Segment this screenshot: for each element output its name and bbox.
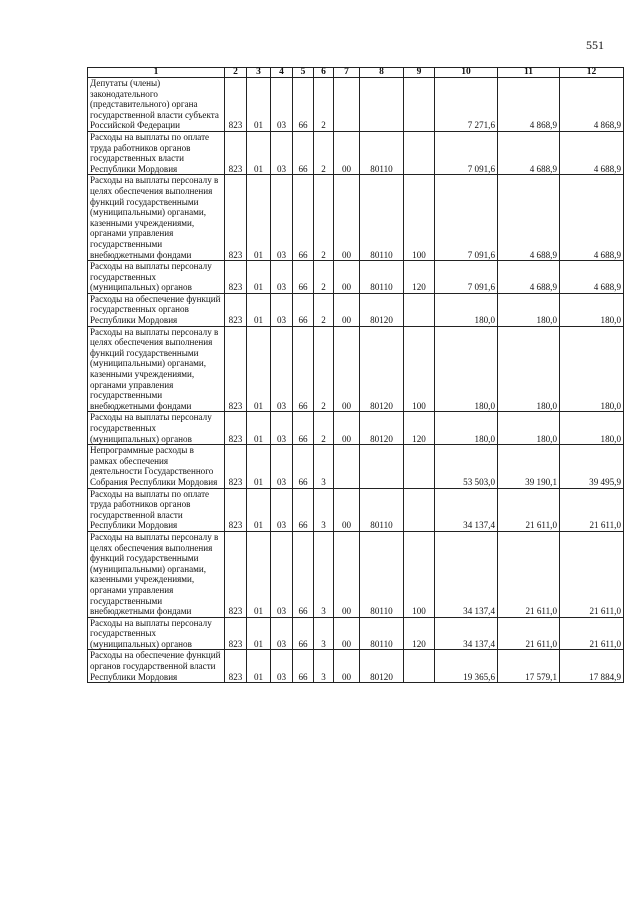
amount-year-1: 180,0 xyxy=(435,412,498,445)
amount-year-1: 34 137,4 xyxy=(435,617,498,650)
subprogram-code: 3 xyxy=(314,531,334,617)
program-code: 66 xyxy=(293,617,314,650)
table-row xyxy=(88,531,624,617)
amount-year-3: 4 688,9 xyxy=(560,175,624,261)
amount-year-1: 7 091,6 xyxy=(435,175,498,261)
admin-code: 823 xyxy=(225,261,247,294)
expense-code: 80120 xyxy=(360,650,404,683)
row-name: Расходы на выплаты персоналу в целях обеспечения выполнения функций государственными (муниципальными) органами, казенными учреждениями, органами управления государственными внебюджетными фондами xyxy=(88,175,225,261)
amount-year-1: 7 091,6 xyxy=(435,131,498,174)
row-name: Расходы на выплаты персоналу в целях обеспечения выполнения функций государственными (муниципальными) органами, казенными учреждениями, органами управления государственными внебюджетными фондами xyxy=(88,531,225,617)
section-code: 01 xyxy=(247,131,271,174)
amount-year-2: 21 611,0 xyxy=(498,531,560,617)
subprogram-code: 2 xyxy=(314,412,334,445)
section-code: 01 xyxy=(247,78,271,132)
amount-year-1: 34 137,4 xyxy=(435,531,498,617)
expense-type-code: 120 xyxy=(404,412,435,445)
amount-year-3: 4 688,9 xyxy=(560,131,624,174)
section-code: 01 xyxy=(247,293,271,326)
expense-code: 80110 xyxy=(360,131,404,174)
table-row xyxy=(88,261,624,294)
column-header: 5 xyxy=(293,68,314,78)
amount-year-2: 17 579,1 xyxy=(498,650,560,683)
direction-code xyxy=(334,445,360,488)
section-code: 01 xyxy=(247,531,271,617)
row-name: Непрограммные расходы в рамках обеспечения деятельности Государственного Собрания Республики Мордовия xyxy=(88,445,225,488)
expense-type-code: 100 xyxy=(404,326,435,412)
amount-year-3: 180,0 xyxy=(560,412,624,445)
amount-year-3: 17 884,9 xyxy=(560,650,624,683)
column-header: 10 xyxy=(435,68,498,78)
column-header: 4 xyxy=(271,68,293,78)
expense-code: 80110 xyxy=(360,488,404,531)
column-header: 2 xyxy=(225,68,247,78)
program-code: 66 xyxy=(293,78,314,132)
amount-year-3: 21 611,0 xyxy=(560,617,624,650)
admin-code: 823 xyxy=(225,175,247,261)
subsection-code: 03 xyxy=(271,293,293,326)
admin-code: 823 xyxy=(225,650,247,683)
direction-code: 00 xyxy=(334,650,360,683)
section-code: 01 xyxy=(247,445,271,488)
subsection-code: 03 xyxy=(271,78,293,132)
table-row xyxy=(88,617,624,650)
row-name: Расходы на выплаты персоналу государственных (муниципальных) органов xyxy=(88,617,225,650)
direction-code xyxy=(334,78,360,132)
subsection-code: 03 xyxy=(271,131,293,174)
amount-year-2: 39 190,1 xyxy=(498,445,560,488)
table-row xyxy=(88,412,624,445)
program-code: 66 xyxy=(293,175,314,261)
direction-code: 00 xyxy=(334,531,360,617)
section-code: 01 xyxy=(247,488,271,531)
subprogram-code: 3 xyxy=(314,488,334,531)
admin-code: 823 xyxy=(225,78,247,132)
direction-code: 00 xyxy=(334,617,360,650)
expense-type-code: 100 xyxy=(404,175,435,261)
expense-code: 80110 xyxy=(360,617,404,650)
direction-code: 00 xyxy=(334,412,360,445)
subsection-code: 03 xyxy=(271,261,293,294)
expense-type-code xyxy=(404,131,435,174)
row-name: Расходы на выплаты персоналу в целях обеспечения выполнения функций государственными (муниципальными) органами, казенными учреждениями, органами управления государственными внебюджетными фондами xyxy=(88,326,225,412)
admin-code: 823 xyxy=(225,617,247,650)
row-name: Расходы на выплаты персоналу государственных (муниципальных) органов xyxy=(88,261,225,294)
direction-code: 00 xyxy=(334,488,360,531)
amount-year-3: 39 495,9 xyxy=(560,445,624,488)
admin-code: 823 xyxy=(225,293,247,326)
table-row xyxy=(88,445,624,488)
subprogram-code: 2 xyxy=(314,175,334,261)
admin-code: 823 xyxy=(225,531,247,617)
amount-year-1: 34 137,4 xyxy=(435,488,498,531)
program-code: 66 xyxy=(293,131,314,174)
subprogram-code: 3 xyxy=(314,650,334,683)
direction-code: 00 xyxy=(334,175,360,261)
amount-year-1: 53 503,0 xyxy=(435,445,498,488)
subprogram-code: 2 xyxy=(314,293,334,326)
subprogram-code: 2 xyxy=(314,326,334,412)
table-row xyxy=(88,78,624,132)
column-header: 11 xyxy=(498,68,560,78)
amount-year-3: 4 688,9 xyxy=(560,261,624,294)
amount-year-2: 4 688,9 xyxy=(498,175,560,261)
program-code: 66 xyxy=(293,326,314,412)
expense-type-code xyxy=(404,650,435,683)
row-name: Расходы на выплаты персоналу государственных (муниципальных) органов xyxy=(88,412,225,445)
amount-year-2: 180,0 xyxy=(498,293,560,326)
amount-year-3: 21 611,0 xyxy=(560,531,624,617)
amount-year-2: 180,0 xyxy=(498,326,560,412)
direction-code: 00 xyxy=(334,131,360,174)
subsection-code: 03 xyxy=(271,488,293,531)
expense-code: 80110 xyxy=(360,175,404,261)
expense-type-code xyxy=(404,293,435,326)
subprogram-code: 3 xyxy=(314,445,334,488)
table-row xyxy=(88,488,624,531)
expense-type-code xyxy=(404,488,435,531)
column-header: 1 xyxy=(88,68,225,78)
amount-year-3: 4 868,9 xyxy=(560,78,624,132)
expense-type-code xyxy=(404,78,435,132)
row-name: Расходы на обеспечение функций государственных органов Республики Мордовия xyxy=(88,293,225,326)
table-row xyxy=(88,293,624,326)
section-code: 01 xyxy=(247,261,271,294)
table-row xyxy=(88,650,624,683)
subsection-code: 03 xyxy=(271,175,293,261)
direction-code: 00 xyxy=(334,261,360,294)
amount-year-2: 4 868,9 xyxy=(498,78,560,132)
expense-code xyxy=(360,78,404,132)
amount-year-3: 21 611,0 xyxy=(560,488,624,531)
expense-code xyxy=(360,445,404,488)
expense-type-code xyxy=(404,445,435,488)
subprogram-code: 2 xyxy=(314,261,334,294)
expense-type-code: 120 xyxy=(404,617,435,650)
amount-year-1: 180,0 xyxy=(435,293,498,326)
expense-type-code: 120 xyxy=(404,261,435,294)
subsection-code: 03 xyxy=(271,412,293,445)
column-header: 6 xyxy=(314,68,334,78)
row-name: Расходы на обеспечение функций органов государственной власти Республики Мордовия xyxy=(88,650,225,683)
subsection-code: 03 xyxy=(271,531,293,617)
program-code: 66 xyxy=(293,650,314,683)
row-name: Расходы на выплаты по оплате труда работников органов государственных власти Республики Мордовия xyxy=(88,131,225,174)
section-code: 01 xyxy=(247,617,271,650)
amount-year-2: 4 688,9 xyxy=(498,261,560,294)
expense-code: 80120 xyxy=(360,293,404,326)
budget-table xyxy=(87,67,624,683)
subsection-code: 03 xyxy=(271,326,293,412)
amount-year-2: 21 611,0 xyxy=(498,488,560,531)
amount-year-1: 180,0 xyxy=(435,326,498,412)
subsection-code: 03 xyxy=(271,650,293,683)
column-header: 9 xyxy=(404,68,435,78)
admin-code: 823 xyxy=(225,326,247,412)
amount-year-1: 7 271,6 xyxy=(435,78,498,132)
section-code: 01 xyxy=(247,175,271,261)
program-code: 66 xyxy=(293,412,314,445)
amount-year-2: 4 688,9 xyxy=(498,131,560,174)
table-body xyxy=(88,78,624,683)
column-header: 7 xyxy=(334,68,360,78)
section-code: 01 xyxy=(247,412,271,445)
program-code: 66 xyxy=(293,293,314,326)
table-row xyxy=(88,175,624,261)
amount-year-2: 21 611,0 xyxy=(498,617,560,650)
row-name: Депутаты (члены) законодательного (представительного) органа государственной власти субъекта Российской Федерации xyxy=(88,78,225,132)
column-header: 3 xyxy=(247,68,271,78)
subsection-code: 03 xyxy=(271,617,293,650)
amount-year-2: 180,0 xyxy=(498,412,560,445)
direction-code: 00 xyxy=(334,293,360,326)
amount-year-3: 180,0 xyxy=(560,326,624,412)
subprogram-code: 2 xyxy=(314,131,334,174)
subsection-code: 03 xyxy=(271,445,293,488)
section-code: 01 xyxy=(247,326,271,412)
column-header: 12 xyxy=(560,68,624,78)
admin-code: 823 xyxy=(225,131,247,174)
table-row xyxy=(88,326,624,412)
row-name: Расходы на выплаты по оплате труда работников органов государственной власти Республики Мордовия xyxy=(88,488,225,531)
column-header: 8 xyxy=(360,68,404,78)
program-code: 66 xyxy=(293,488,314,531)
amount-year-1: 7 091,6 xyxy=(435,261,498,294)
program-code: 66 xyxy=(293,531,314,617)
admin-code: 823 xyxy=(225,445,247,488)
admin-code: 823 xyxy=(225,412,247,445)
amount-year-1: 19 365,6 xyxy=(435,650,498,683)
expense-type-code: 100 xyxy=(404,531,435,617)
subprogram-code: 3 xyxy=(314,617,334,650)
expense-code: 80110 xyxy=(360,531,404,617)
expense-code: 80110 xyxy=(360,261,404,294)
program-code: 66 xyxy=(293,261,314,294)
page-number: 551 xyxy=(586,38,604,52)
header-row xyxy=(88,68,624,78)
subprogram-code: 2 xyxy=(314,78,334,132)
table-row xyxy=(88,131,624,174)
amount-year-3: 180,0 xyxy=(560,293,624,326)
admin-code: 823 xyxy=(225,488,247,531)
program-code: 66 xyxy=(293,445,314,488)
expense-code: 80120 xyxy=(360,412,404,445)
section-code: 01 xyxy=(247,650,271,683)
expense-code: 80120 xyxy=(360,326,404,412)
direction-code: 00 xyxy=(334,326,360,412)
